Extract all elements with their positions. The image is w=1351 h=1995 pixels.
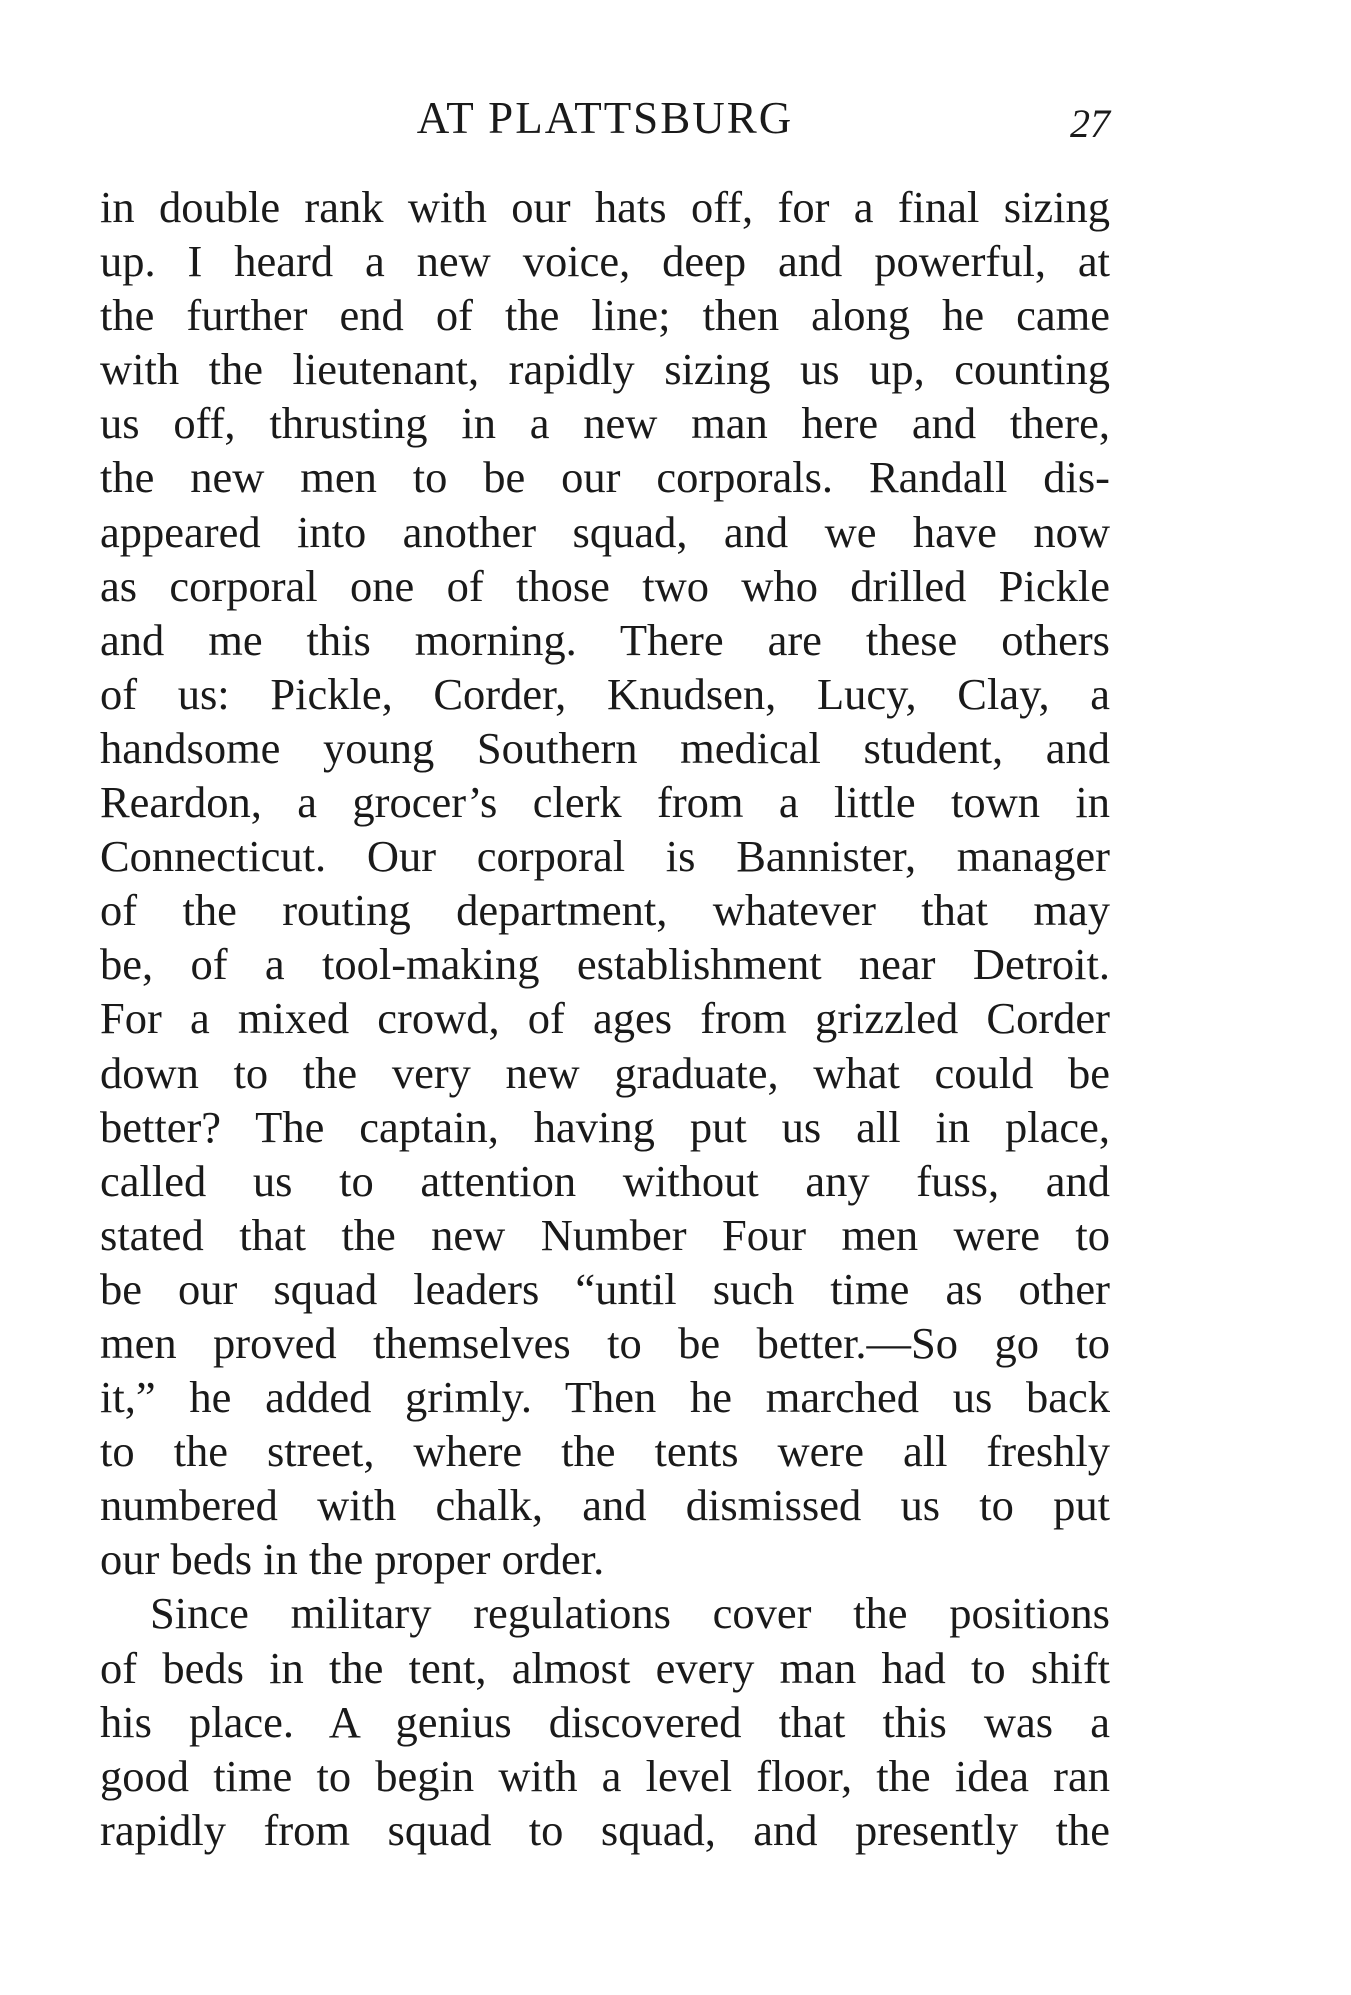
text-line: men proved themselves to be better.—So go to — [100, 1317, 1110, 1368]
text-line: Reardon, a grocer’s clerk from a little town in — [100, 777, 1110, 828]
text-line: with the lieutenant, rapidly sizing us up, counting — [100, 344, 1110, 395]
paragraph — [100, 1586, 1110, 1856]
text-line: be, of a tool-making establishment near Detroit. — [100, 939, 1110, 990]
text-line: For a mixed crowd, of ages from grizzled Corder — [100, 993, 1110, 1044]
text-line: down to the very new graduate, what could be — [100, 1047, 1110, 1098]
text-line: be our squad leaders “until such time as other — [100, 1263, 1110, 1314]
text-line: it,” he added grimly. Then he marched us back — [100, 1372, 1110, 1423]
text-line: in double rank with our hats off, for a final sizing — [100, 182, 1110, 232]
text-line: Since military regulations cover the positions — [150, 1588, 1110, 1639]
text-line: of beds in the tent, almost every man had to shift — [100, 1642, 1110, 1693]
text-line: numbered with chalk, and dismissed us to put — [100, 1480, 1110, 1531]
text-line: us off, thrusting in a new man here and there, — [100, 398, 1110, 449]
text-line: up. I heard a new voice, deep and powerful, at — [100, 236, 1110, 287]
text-line: handsome young Southern medical student, and — [100, 722, 1110, 773]
text-line: rapidly from squad to squad, and presently the — [100, 1804, 1110, 1855]
text-line: his place. A genius discovered that this was a — [100, 1696, 1110, 1747]
text-line: to the street, where the tents were all freshly — [100, 1426, 1110, 1477]
running-head — [100, 88, 1110, 148]
page-number: 27 — [1070, 101, 1110, 146]
text-line: the further end of the line; then along he came — [100, 290, 1110, 341]
text-line: good time to begin with a level floor, the idea ran — [100, 1750, 1110, 1801]
text-line: better? The captain, having put us all in place, — [100, 1101, 1110, 1152]
text-line: stated that the new Number Four men were to — [100, 1209, 1110, 1260]
text-line: Connecticut. Our corporal is Bannister, manager — [100, 831, 1110, 882]
text-line: our beds in the proper order. — [100, 1534, 605, 1585]
text-line: as corporal one of those two who drilled Pickle — [100, 560, 1110, 611]
text-line: of the routing department, whatever that may — [100, 885, 1110, 936]
text-line: called us to attention without any fuss, and — [100, 1155, 1110, 1206]
text-line: of us: Pickle, Corder, Knudsen, Lucy, Clay, a — [100, 668, 1110, 719]
text-line: the new men to be our corporals. Randall dis- — [100, 452, 1110, 503]
text-line: appeared into another squad, and we have now — [100, 506, 1110, 557]
text-line: and me this morning. There are these others — [100, 614, 1110, 665]
body-text — [100, 180, 1110, 1857]
running-title: AT PLATTSBURG — [416, 93, 794, 143]
paragraph — [100, 180, 1110, 1586]
